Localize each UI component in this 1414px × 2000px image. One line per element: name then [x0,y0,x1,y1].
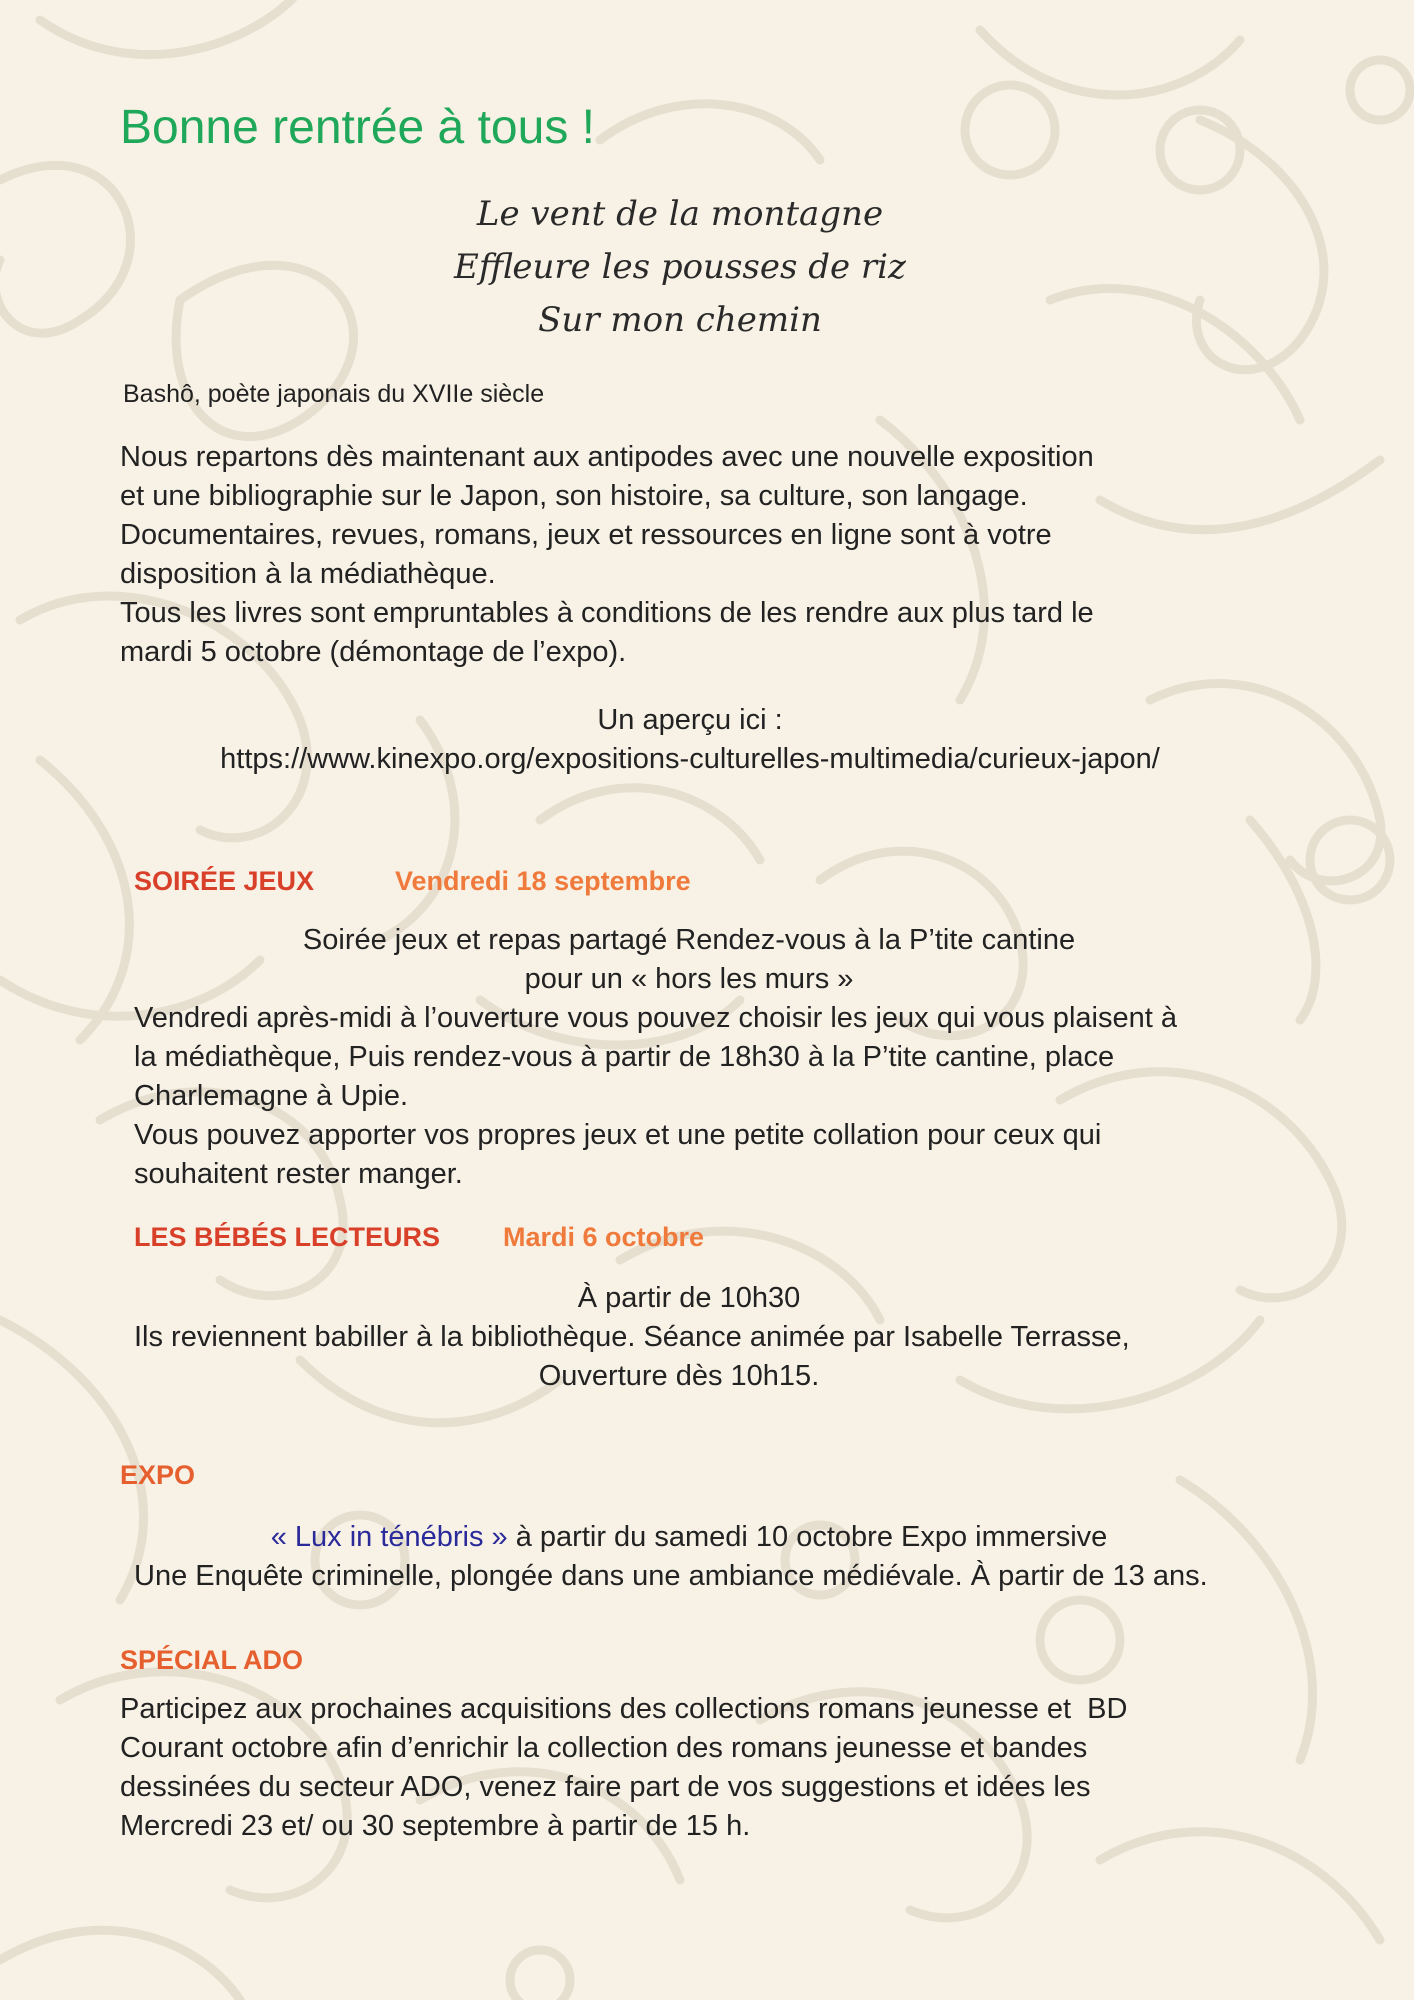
text-line: mardi 5 octobre (démontage de l’expo). [120,636,627,668]
section-heading-soiree-jeux: SOIRÉE JEUX [134,866,315,896]
haiku-attribution: Bashô, poète japonais du XVIIe siècle [123,380,545,408]
section-date-bebes-lecteurs: Mardi 6 octobre [503,1222,705,1252]
text-line: pour un « hors les murs » [524,963,854,995]
preview-label: Un aperçu ici : [597,704,783,736]
text-line: dessinées du secteur ADO, venez faire part de vos suggestions et idées les [120,1771,1091,1803]
haiku [300,188,1060,347]
bebes-body: Ils reviennent babiller à la bibliothèque. Séance animée par Isabelle Terrasse, [134,1321,1130,1353]
ado-body [120,1690,1320,1846]
expo-title: « Lux in ténébris » [270,1521,508,1553]
text-line: Nous repartons dès maintenant aux antipodes avec une nouvelle exposition [120,441,1094,473]
section-heading-expo: EXPO [120,1460,196,1490]
text-line: la médiathèque, Puis rendez-vous à partir de 18h30 à la P’tite cantine, place [134,1041,1115,1073]
page-title: Bonne rentrée à tous ! [120,101,595,154]
haiku-line: Effleure les pousses de riz [454,247,906,287]
soiree-intro [134,921,1244,999]
preview-link[interactable]: https://www.kinexpo.org/expositions-culturelles-multimedia/curieux-japon/ [220,743,1160,775]
text-line: Mercredi 23 et/ ou 30 septembre à partir de 15 h. [120,1810,751,1842]
text-line: Courant octobre afin d’enrichir la collection des romans jeunesse et bandes [120,1732,1088,1764]
preview-block [100,701,1280,779]
text-line: Charlemagne à Upie. [134,1080,409,1112]
soiree-body [134,999,1334,1194]
text-line: Tous les livres sont empruntables à conditions de les rendre aux plus tard le [120,597,1094,629]
expo-description: Une Enquête criminelle, plongée dans une ambiance médiévale. À partir de 13 ans. [134,1560,1208,1592]
haiku-line: Le vent de la montagne [476,194,884,234]
text-line: Soirée jeux et repas partagé Rendez-vous à la P’tite cantine [302,924,1076,956]
section-date-soiree-jeux: Vendredi 18 septembre [395,866,691,896]
text-line: disposition à la médiathèque. [120,558,496,590]
intro-paragraph [120,438,1300,672]
text-line: et une bibliographie sur le Japon, son histoire, sa culture, son langage. [120,480,1028,512]
bebes-time: À partir de 10h30 [577,1282,801,1314]
section-heading-bebes-lecteurs: LES BÉBÉS LECTEURS [134,1222,441,1252]
text-line: souhaitent rester manger. [134,1158,463,1190]
text-line: Participez aux prochaines acquisitions des collections romans jeunesse et BD [120,1693,1128,1725]
bebes-opening: Ouverture dès 10h15. [538,1360,820,1392]
text-line: Vendredi après-midi à l’ouverture vous pouvez choisir les jeux qui vous plaisent à [134,1002,1177,1034]
expo-date-text: à partir du samedi 10 octobre Expo immersive [507,1521,1108,1553]
text-line: Documentaires, revues, romans, jeux et ressources en ligne sont à votre [120,519,1052,551]
section-heading-special-ado: SPÉCIAL ADO [120,1645,304,1675]
haiku-line: Sur mon chemin [538,300,822,340]
text-line: Vous pouvez apporter vos propres jeux et une petite collation pour ceux qui [134,1119,1102,1151]
expo-line [134,1518,1244,1557]
